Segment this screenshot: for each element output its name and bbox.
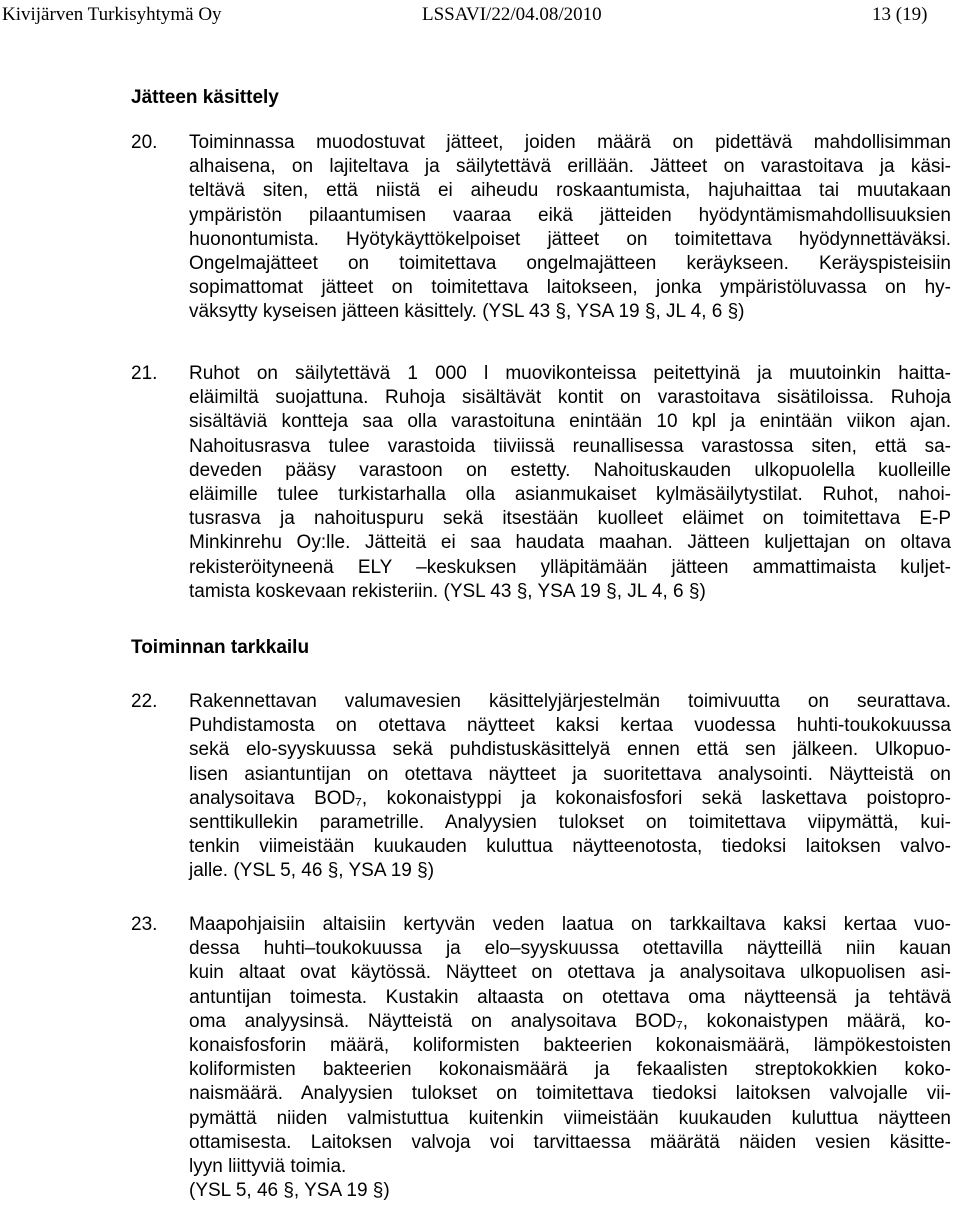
text-line: sekä elo-syyskuussa sekä puhdistuskäsittelyä ennen että sen jälkeen. Ulkopuo- bbox=[189, 739, 951, 761]
text-line: sopimattomat jätteet on toimitettava laitokseen, jonka ympäristöluvassa on hy- bbox=[189, 277, 951, 299]
text-line: dessa huhti–toukokuussa ja elo–syyskuussa otettavilla näytteillä niin kauan bbox=[189, 938, 951, 960]
section-heading: Jätteen käsittely bbox=[131, 87, 279, 108]
text-line: tamista koskevaan rekisteriin. (YSL 43 §, YSA 19 §, JL 4, 6 §) bbox=[189, 580, 706, 602]
text-line: ympäristön pilaantumisen vaaraa eikä jätteiden hyödyntämismahdollisuuksien bbox=[189, 204, 951, 226]
item-text bbox=[189, 913, 951, 1203]
text-line: Minkinrehu Oy:lle. Jätteitä ei saa haudata maahan. Jätteen kuljettajan on oltava bbox=[189, 532, 951, 554]
item-text bbox=[189, 131, 951, 325]
text-line: naismäärä. Analyysien tulokset on toimitettava tiedoksi laitoksen valvojalle vii- bbox=[189, 1083, 951, 1105]
text-line: Ruhot on säilytettävä 1 000 l muovikonteissa peitettyinä ja muutoinkin haitta- bbox=[189, 363, 951, 384]
item-text bbox=[189, 690, 951, 884]
text-line: eläimille tulee turkistarhalla olla asianmukaiset kylmäsäilytystilat. Ruhot, nahoi- bbox=[189, 484, 951, 506]
text-line: pymättä niiden valmistuttua kuitenkin viimeistään kuukauden kuluttua näytteen bbox=[189, 1107, 951, 1129]
text-line: jalle. (YSL 5, 46 §, YSA 19 §) bbox=[189, 860, 435, 882]
text-line: oma analyysinsä. Näytteistä on analysoitava BOD₇, kokonaistypen määrä, ko- bbox=[189, 1010, 951, 1032]
item-number: 23. bbox=[131, 914, 158, 935]
text-line: Rakennettavan valumavesien käsittelyjärjestelmän toimivuutta on seurattava. bbox=[189, 691, 951, 712]
text-line: lyyn liittyviä toimia. bbox=[189, 1156, 347, 1178]
page-header bbox=[0, 4, 960, 30]
item-number: 20. bbox=[131, 132, 158, 153]
text-line: (YSL 5, 46 §, YSA 19 §) bbox=[189, 1180, 390, 1202]
text-line: koliformisten bakteerien kokonaismäärä ja fekaalisten streptokokkien koko- bbox=[189, 1059, 951, 1081]
text-line: konaisfosforin määrä, koliformisten bakteerien kokonaismäärä, lämpökestoisten bbox=[189, 1035, 951, 1057]
item-number: 21. bbox=[131, 363, 158, 384]
text-line: tusrasva ja nahoituspuru sekä itsestään kuolleet eläimet on toimitettava E-P bbox=[189, 508, 951, 530]
text-line: analysoitava BOD₇, kokonaistyppi ja kokonaisfosfori sekä laskettava poistopro- bbox=[189, 787, 951, 809]
header-page-number: 13 (19) bbox=[872, 4, 928, 25]
text-line: väksytty kyseisen jätteen käsittely. (YSL 43 §, YSA 19 §, JL 4, 6 §) bbox=[189, 301, 745, 323]
text-line: ottamisesta. Laitoksen valvoja voi tarvittaessa määrätä näiden vesien käsitte- bbox=[189, 1131, 951, 1153]
header-organization: Kivijärven Turkisyhtymä Oy bbox=[2, 4, 222, 25]
text-line: antuntijan toimesta. Kustakin altaasta on otettava oma näytteensä ja tehtävä bbox=[189, 986, 951, 1008]
header-reference: LSSAVI/22/04.08/2010 bbox=[422, 4, 602, 25]
text-line: Toiminnassa muodostuvat jätteet, joiden määrä on pidettävä mahdollisimman bbox=[189, 132, 951, 153]
text-line: Maapohjaisiin altaisiin kertyvän veden laatua on tarkkailtava kaksi kertaa vuo- bbox=[189, 914, 951, 935]
text-line: eläimiltä suojattuna. Ruhoja sisältävät kontit on varastoitava sisätiloissa. Ruhoja bbox=[189, 387, 951, 409]
text-line: sisältäviä kontteja saa olla varastoituna enintään 10 kpl ja enintään viikon ajan. bbox=[189, 411, 951, 433]
text-line: kuin altaat ovat käytössä. Näytteet on otettava ja analysoitava ulkopuolisen asi- bbox=[189, 962, 951, 984]
text-line: huonontumista. Hyötykäyttökelpoiset jätteet on toimitettava hyödynnettäväksi. bbox=[189, 228, 951, 250]
section-heading: Toiminnan tarkkailu bbox=[131, 637, 310, 658]
text-line: rekisteröityneenä ELY –keskuksen ylläpitämään jätteen ammattimaista kuljet- bbox=[189, 556, 951, 578]
text-line: alhaisena, on lajiteltava ja säilytettävä erillään. Jätteet on varastoitava ja käsi- bbox=[189, 156, 951, 178]
item-number: 22. bbox=[131, 691, 158, 712]
text-line: teltävä siten, että niistä ei aiheudu roskaantumista, hajuhaittaa tai muutakaan bbox=[189, 180, 951, 202]
text-line: lisen asiantuntijan on otettava näytteet ja suoritettava analysointi. Näytteistä on bbox=[189, 763, 951, 785]
item-text bbox=[189, 362, 951, 604]
text-line: Nahoitusrasva tulee varastoida tiiviissä reunallisessa varastossa siten, että sa- bbox=[189, 435, 951, 457]
text-line: senttikullekin parametrille. Analyysien tulokset on toimitettava viipymättä, kui- bbox=[189, 812, 951, 834]
text-line: Puhdistamosta on otettava näytteet kaksi kertaa vuodessa huhti-toukokuussa bbox=[189, 715, 951, 737]
text-line: deveden pääsy varastoon on estetty. Nahoituskauden ulkopuolella kuolleille bbox=[189, 459, 951, 481]
text-line: tenkin viimeistään kuukauden kuluttua näytteenotosta, tiedoksi laitoksen valvo- bbox=[189, 836, 951, 858]
text-line: Ongelmajätteet on toimitettava ongelmajätteen keräykseen. Keräyspisteisiin bbox=[189, 253, 951, 275]
